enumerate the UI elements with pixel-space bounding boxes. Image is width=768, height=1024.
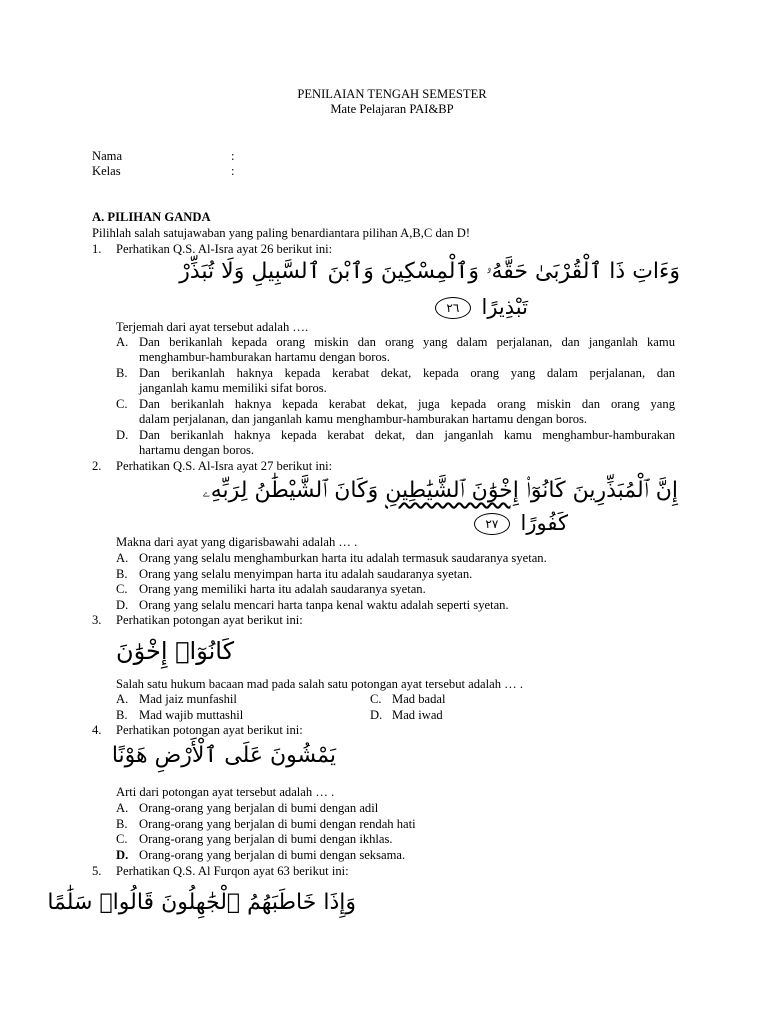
option-letter: B.: [116, 366, 128, 380]
arabic-verse-line-2: [470, 510, 568, 536]
ayah-number: ٢٦: [446, 301, 460, 315]
question-prompt: Terjemah dari ayat tersebut adalah ….: [116, 320, 309, 334]
option-c: Orang yang memiliki harta itu adalah saudaranya syetan.: [139, 582, 426, 596]
section-heading: A. PILIHAN GANDA: [92, 210, 211, 224]
option-letter: C.: [116, 397, 128, 411]
ayah-number: ٢٧: [485, 517, 499, 531]
ayah-number-icon: [435, 297, 471, 319]
option-letter: D.: [116, 848, 129, 862]
nama-label: Nama: [92, 149, 123, 163]
arabic-verse-end: تَبْذِيرًا: [481, 295, 528, 319]
nama-colon: :: [231, 149, 235, 163]
option-b-line-2: janganlah kamu memiliki sifat boros.: [139, 381, 327, 395]
option-d: Orang-orang yang berjalan di bumi dengan seksama.: [139, 848, 406, 862]
question-prompt: Arti dari potongan ayat tersebut adalah … .: [116, 785, 335, 799]
option-d-line-1: Dan berikanlah haknya kepada kerabat dekat, dan janganlah kamu menghambur-hamburakan: [139, 428, 675, 442]
question-stem: Perhatikan potongan ayat berikut ini:: [116, 613, 303, 627]
option-a: Mad jaiz munfashil: [139, 692, 237, 706]
question-number: 5.: [92, 864, 102, 878]
option-a: Orang yang selalu menghamburkan harta itu adalah termasuk saudaranya syetan.: [139, 551, 547, 565]
option-b: Orang yang selalu menyimpan harta itu adalah saudaranya syetan.: [139, 567, 473, 581]
question-stem: Perhatikan Q.S. Al-Isra ayat 26 berikut ini:: [116, 242, 333, 256]
option-a-line-1: Dan berikanlah kepada orang miskin dan orang yang dalam perjalanan, dan janganlah kamu: [139, 335, 675, 349]
question-prompt: Salah satu hukum bacaan mad pada salah satu potongan ayat tersebut adalah … .: [116, 677, 524, 691]
question-number: 4.: [92, 723, 102, 737]
option-b: Orang-orang yang berjalan di bumi dengan rendah hati: [139, 817, 416, 831]
option-b-line-1: Dan berikanlah haknya kepada kerabat dekat, kepada orang yang dalam perjalanan, dan: [139, 366, 675, 380]
arabic-segment: إِنَّ ٱلْمُبَذِّرِينَ كَانُوٓا۟: [518, 478, 678, 503]
section-instruction: Pilihlah salah satujawaban yang paling benardiantara pilihan A,B,C dan D!: [92, 226, 471, 240]
option-d: Mad iwad: [392, 708, 443, 722]
option-letter: D.: [116, 598, 129, 612]
arabic-verse-line-2: [431, 294, 528, 320]
option-c: Mad badal: [392, 692, 446, 706]
question-stem: Perhatikan Q.S. Al-Isra ayat 27 berikut ini:: [116, 459, 333, 473]
arabic-excerpt: يَمْشُونَ عَلَى ٱلْأَرْضِ هَوْنًا: [111, 743, 336, 768]
arabic-excerpt: وَإِذَا خَاطَبَهُمُ ٱلْجَٰهِلُونَ قَالُوا۟ سَلَٰمًا: [47, 890, 356, 915]
option-letter: A.: [116, 335, 129, 349]
page-subtitle: Mate Pelajaran PAI&BP: [330, 102, 454, 116]
option-letter: C.: [116, 582, 128, 596]
option-letter: A.: [116, 801, 129, 815]
kelas-colon: :: [231, 164, 235, 178]
ayah-number-icon: [474, 513, 510, 535]
question-stem: Perhatikan potongan ayat berikut ini:: [116, 723, 303, 737]
option-b: Mad wajib muttashil: [139, 708, 244, 722]
option-letter: B.: [116, 567, 128, 581]
option-letter: D.: [116, 428, 129, 442]
question-number: 3.: [92, 613, 102, 627]
option-d-line-2: hartamu dengan boros.: [139, 443, 255, 457]
arabic-verse-line-1: وَءَاتِ ذَا ٱلْقُرْبَىٰ حَقَّهُۥ وَٱلْمِسْكِينَ وَٱبْنَ ٱلسَّبِيلِ وَلَا تُبَذِّرْ: [179, 259, 680, 284]
kelas-label: Kelas: [92, 164, 121, 178]
option-letter: A.: [116, 692, 129, 706]
option-d: Orang yang selalu mencari harta tanpa kenal waktu adalah seperti syetan.: [139, 598, 509, 612]
arabic-underlined-segment: إِخْوَٰنَ ٱلشَّيَٰطِينِ: [385, 478, 519, 503]
question-prompt: Makna dari ayat yang digarisbawahi adalah … .: [116, 535, 358, 549]
question-stem: Perhatikan Q.S. Al Furqon ayat 63 berikut ini:: [116, 864, 349, 878]
option-a: Orang-orang yang berjalan di bumi dengan adil: [139, 801, 379, 815]
option-letter: B.: [116, 817, 128, 831]
option-c-line-1: Dan berikanlah haknya kepada kerabat dekat, juga kepada orang miskin dan orang yang: [139, 397, 675, 411]
arabic-segment: وَكَانَ ٱلشَّيْطَٰنُ لِرَبِّهِۦ: [202, 478, 386, 503]
page-title: PENILAIAN TENGAH SEMESTER: [297, 87, 487, 101]
option-letter: C.: [116, 832, 128, 846]
option-letter: A.: [116, 551, 129, 565]
option-letter: D.: [370, 708, 383, 722]
option-c-line-2: dalam perjalanan, dan janganlah kamu menghambur-hamburakan hartamu dengan boros.: [139, 412, 588, 426]
arabic-excerpt: كَانُوٓا۟ إِخْوَٰنَ: [116, 637, 235, 665]
option-letter: C.: [370, 692, 382, 706]
arabic-verse-line-1: [202, 478, 678, 504]
option-a-line-2: menghambur-hamburakan hartamu dengan boros.: [139, 350, 390, 364]
option-letter: B.: [116, 708, 128, 722]
option-c: Orang-orang yang berjalan di bumi dengan ikhlas.: [139, 832, 393, 846]
arabic-verse-end: كَفُورًا: [520, 511, 568, 535]
question-number: 1.: [92, 242, 102, 256]
question-number: 2.: [92, 459, 102, 473]
